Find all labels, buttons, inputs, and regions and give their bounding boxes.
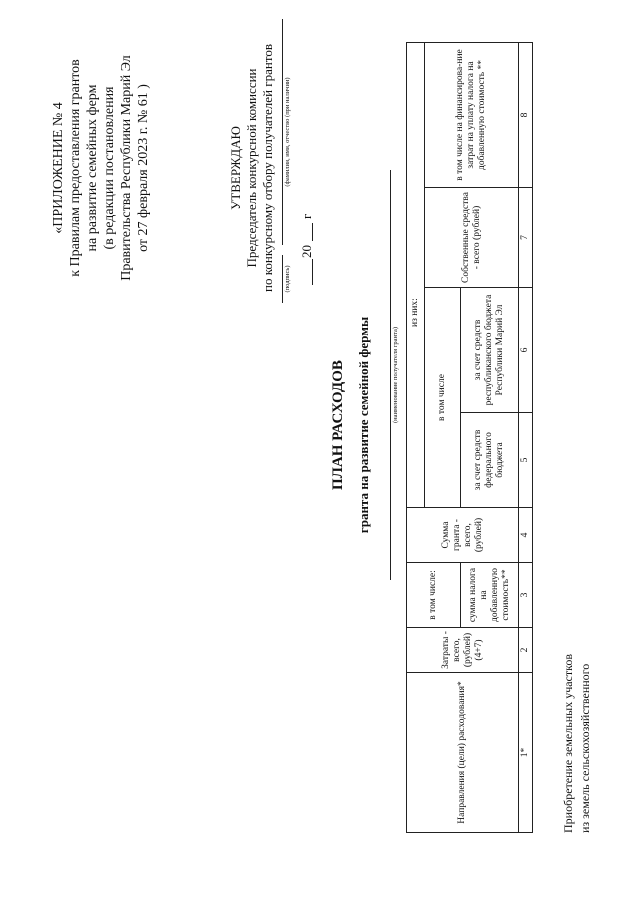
- header-grant-total: Сумма гранта - всего, (рублей): [407, 508, 519, 563]
- appendix-title: «ПРИЛОЖЕНИЕ № 4: [51, 102, 66, 234]
- header-including-sources: в том числе: [425, 288, 461, 508]
- row-text-line: Приобретение земельных участков: [561, 653, 575, 833]
- column-number: 2: [519, 628, 533, 673]
- column-numbers-row: [519, 42, 533, 832]
- appendix-line: Правительства Республики Марий Эл: [119, 55, 134, 281]
- name-caption: (фамилия, имя, отчество (при наличии): [284, 77, 291, 187]
- approval-line: Председатель конкурсной комиссии: [244, 68, 259, 268]
- header-federal-budget: за счет средств федерального бюджета: [461, 413, 519, 508]
- recipient-caption: (наименование получателя гранта): [392, 326, 399, 424]
- signature-line: [282, 255, 283, 303]
- signature-caption: (подпись): [284, 265, 291, 293]
- date-day-line: [312, 259, 313, 285]
- header-including: в том числе:: [407, 563, 461, 628]
- approval-title: УТВЕРЖДАЮ: [228, 126, 243, 210]
- header-republic-budget: за счет средств республиканского бюджета Республики Марий Эл: [461, 288, 519, 413]
- column-number: 8: [519, 42, 533, 187]
- header-vat-amount: сумма налога на добавленную стоимость**: [461, 563, 519, 628]
- date-year-suffix: г: [299, 213, 314, 219]
- date-year-line: [312, 223, 313, 241]
- column-number: 1*: [519, 673, 533, 833]
- header-costs-total: Затраты - всего, (рублей) (4+7): [407, 628, 519, 673]
- column-number: 7: [519, 188, 533, 288]
- approval-line: по конкурсному отбору получателей грантов: [260, 44, 275, 292]
- appendix-header: [50, 33, 152, 303]
- name-line: [282, 19, 283, 245]
- appendix-line: (в редакции постановления: [102, 86, 117, 250]
- header-vat-financing: в том числе на финансирова-ние затрат на уплату налога на добавленную стоимость **: [425, 42, 519, 187]
- appendix-line: на развитие семейных ферм: [85, 84, 100, 252]
- table-row: [560, 593, 594, 833]
- column-number: 4: [519, 508, 533, 563]
- document-title: ПЛАН РАСХОДОВ: [330, 360, 346, 490]
- column-number: 3: [519, 563, 533, 628]
- approval-block: [228, 23, 276, 313]
- header-own-funds: Собственные средства - всего (рублей): [425, 188, 519, 288]
- header-of-which: из них:: [407, 42, 425, 507]
- recipient-line: [390, 170, 391, 580]
- column-number: 6: [519, 288, 533, 413]
- document-subtitle: гранта на развитие семейной фермы: [356, 316, 371, 534]
- expense-plan-table: [406, 42, 533, 833]
- appendix-line: к Правилам предоставления грантов: [68, 59, 83, 277]
- date-year-prefix: 20: [299, 245, 314, 258]
- column-number: 5: [519, 413, 533, 508]
- row-text-line: из земель сельскохозяйственного: [578, 663, 592, 833]
- appendix-line: от 27 февраля 2023 г. № 61 ): [136, 84, 151, 252]
- header-directions: Направления (цели) расходования*: [407, 673, 519, 833]
